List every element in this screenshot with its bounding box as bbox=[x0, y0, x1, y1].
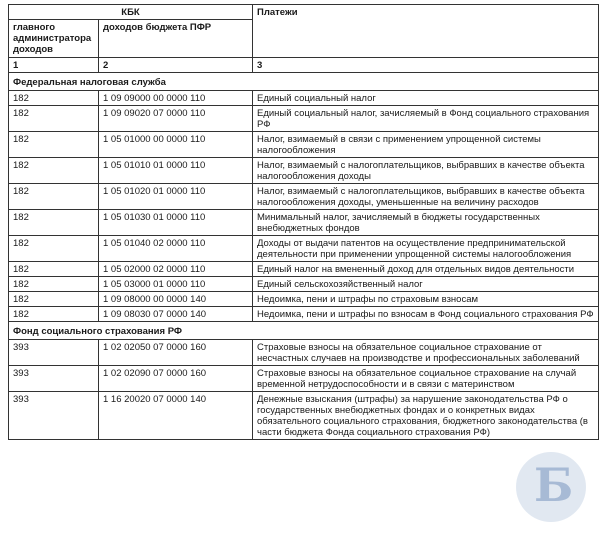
section-title: Фонд социального страхования РФ bbox=[9, 322, 599, 340]
watermark-logo: Б bbox=[516, 452, 586, 522]
section-row bbox=[9, 73, 599, 91]
col-number-1: 1 bbox=[9, 58, 99, 73]
kbk-code-cell: 1 09 09020 07 0000 110 bbox=[99, 106, 253, 132]
table-row bbox=[9, 184, 599, 210]
section-title: Федеральная налоговая служба bbox=[9, 73, 599, 91]
admin-code-cell: 182 bbox=[9, 158, 99, 184]
payment-description-cell: Единый налог на вмененный доход для отдельных видов деятельности bbox=[253, 262, 599, 277]
table-row bbox=[9, 277, 599, 292]
admin-col-header: главного администратора доходов bbox=[9, 20, 99, 58]
payment-description-cell: Налог, взимаемый с налогоплательщиков, выбравших в качестве объекта налогообложения доходы, уменьшенные на величину расходов bbox=[253, 184, 599, 210]
payment-description-cell: Налог, взимаемый с налогоплательщиков, выбравших в качестве объекта налогообложения доходы bbox=[253, 158, 599, 184]
kbk-code-cell: 1 02 02050 07 0000 160 bbox=[99, 340, 253, 366]
kbk-code-cell: 1 09 08000 00 0000 140 bbox=[99, 292, 253, 307]
admin-code-cell: 393 bbox=[9, 392, 99, 440]
table-row bbox=[9, 210, 599, 236]
admin-code-cell: 182 bbox=[9, 277, 99, 292]
pfr-col-header: доходов бюджета ПФР bbox=[99, 20, 253, 58]
header-row-numbers bbox=[9, 58, 599, 73]
table-row bbox=[9, 132, 599, 158]
kbk-code-cell: 1 02 02090 07 0000 160 bbox=[99, 366, 253, 392]
kbk-code-cell: 1 05 02000 02 0000 110 bbox=[99, 262, 253, 277]
table-row bbox=[9, 392, 599, 440]
payment-description-cell: Страховые взносы на обязательное социальное страхование на случай временной нетрудоспособности и в связи с материнством bbox=[253, 366, 599, 392]
table-row bbox=[9, 236, 599, 262]
table-body bbox=[9, 73, 599, 440]
admin-code-cell: 182 bbox=[9, 91, 99, 106]
section-row bbox=[9, 322, 599, 340]
admin-code-cell: 182 bbox=[9, 262, 99, 277]
payment-description-cell: Денежные взыскания (штрафы) за нарушение законодательства РФ о государственных внебюджетных фондах и о конкретных видах обязательного социального страхования, бюджетного законодательства (в части бюджета Фонда социального страхования РФ) bbox=[253, 392, 599, 440]
table-row bbox=[9, 340, 599, 366]
kbk-code-cell: 1 09 08030 07 0000 140 bbox=[99, 307, 253, 322]
kbk-code-cell: 1 09 09000 00 0000 110 bbox=[99, 91, 253, 106]
kbk-table bbox=[8, 4, 599, 440]
kbk-code-cell: 1 05 03000 01 0000 110 bbox=[99, 277, 253, 292]
table-row bbox=[9, 106, 599, 132]
payment-description-cell: Недоимка, пени и штрафы по страховым взносам bbox=[253, 292, 599, 307]
table-row bbox=[9, 262, 599, 277]
kbk-code-cell: 1 05 01010 01 0000 110 bbox=[99, 158, 253, 184]
col-number-2: 2 bbox=[99, 58, 253, 73]
admin-code-cell: 182 bbox=[9, 307, 99, 322]
payment-description-cell: Единый социальный налог, зачисляемый в Фонд социального страхования РФ bbox=[253, 106, 599, 132]
kbk-code-cell: 1 16 20020 07 0000 140 bbox=[99, 392, 253, 440]
table-row bbox=[9, 307, 599, 322]
admin-code-cell: 182 bbox=[9, 106, 99, 132]
admin-code-cell: 182 bbox=[9, 292, 99, 307]
admin-code-cell: 182 bbox=[9, 132, 99, 158]
admin-code-cell: 182 bbox=[9, 184, 99, 210]
payment-description-cell: Доходы от выдачи патентов на осуществление предпринимательской деятельности при применении упрощенной системы налогообложения bbox=[253, 236, 599, 262]
kbk-code-cell: 1 05 01040 02 0000 110 bbox=[99, 236, 253, 262]
table-row bbox=[9, 292, 599, 307]
payment-description-cell: Единый сельскохозяйственный налог bbox=[253, 277, 599, 292]
table-row bbox=[9, 158, 599, 184]
kbk-header: КБК bbox=[9, 5, 253, 20]
table-row bbox=[9, 366, 599, 392]
admin-code-cell: 182 bbox=[9, 210, 99, 236]
table-row bbox=[9, 91, 599, 106]
admin-code-cell: 393 bbox=[9, 340, 99, 366]
kbk-code-cell: 1 05 01020 01 0000 110 bbox=[99, 184, 253, 210]
payment-description-cell: Минимальный налог, зачисляемый в бюджеты государственных внебюджетных фондов bbox=[253, 210, 599, 236]
admin-code-cell: 182 bbox=[9, 236, 99, 262]
payments-header: Платежи bbox=[253, 5, 599, 58]
admin-code-cell: 393 bbox=[9, 366, 99, 392]
header-row-top bbox=[9, 5, 599, 20]
col-number-3: 3 bbox=[253, 58, 599, 73]
payment-description-cell: Единый социальный налог bbox=[253, 91, 599, 106]
payment-description-cell: Налог, взимаемый в связи с применением упрощенной системы налогообложения bbox=[253, 132, 599, 158]
payment-description-cell: Страховые взносы на обязательное социальное страхование от несчастных случаев на производстве и профессиональных заболеваний bbox=[253, 340, 599, 366]
kbk-code-cell: 1 05 01030 01 0000 110 bbox=[99, 210, 253, 236]
payment-description-cell: Недоимка, пени и штрафы по взносам в Фонд социального страхования РФ bbox=[253, 307, 599, 322]
kbk-code-cell: 1 05 01000 00 0000 110 bbox=[99, 132, 253, 158]
